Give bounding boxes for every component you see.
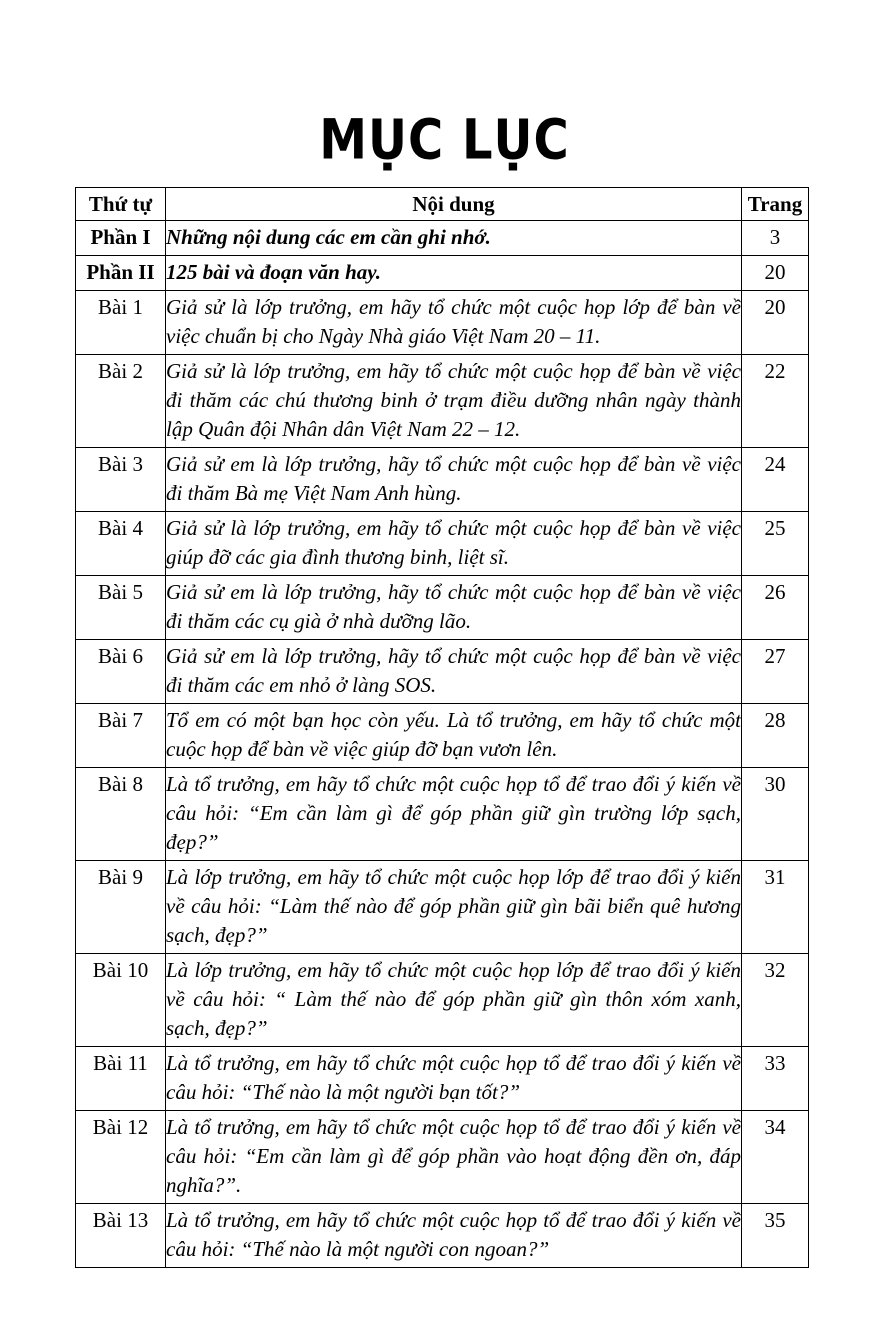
table-row[interactable] — [76, 1111, 809, 1204]
row-content: Giả sử em là lớp trưởng, hãy tổ chức một cuộc họp để bàn về việc đi thăm các cụ già ở nhà dưỡng lão. — [166, 576, 742, 640]
row-page: 25 — [742, 512, 809, 576]
table-row[interactable] — [76, 1204, 809, 1268]
table-row[interactable] — [76, 291, 809, 355]
table-row[interactable] — [76, 954, 809, 1047]
row-order: Bài 5 — [76, 576, 166, 640]
row-order: Bài 6 — [76, 640, 166, 704]
table-row[interactable] — [76, 256, 809, 291]
row-content: Giả sử em là lớp trưởng, hãy tổ chức một cuộc họp để bàn về việc đi thăm các em nhỏ ở làng SOS. — [166, 640, 742, 704]
row-content: Giả sử là lớp trưởng, em hãy tổ chức một cuộc họp để bàn về việc đi thăm các chú thương binh ở trạm điều dưỡng nhân ngày thành lập Quân đội Nhân dân Việt Nam 22 – 12. — [166, 355, 742, 448]
row-page: 31 — [742, 861, 809, 954]
header-content: Nội dung — [166, 188, 742, 221]
row-content: Là tổ trưởng, em hãy tổ chức một cuộc họp tổ để trao đổi ý kiến về câu hỏi: “Em cần làm gì để góp phần vào hoạt động đền ơn, đáp nghĩa?”. — [166, 1111, 742, 1204]
table-row[interactable] — [76, 1047, 809, 1111]
row-content: Giả sử là lớp trưởng, em hãy tổ chức một cuộc họp để bàn về việc giúp đỡ các gia đình thương binh, liệt sĩ. — [166, 512, 742, 576]
table-row[interactable] — [76, 768, 809, 861]
row-order: Bài 2 — [76, 355, 166, 448]
header-page: Trang — [742, 188, 809, 221]
row-order: Phần I — [76, 221, 166, 256]
row-content: Là tổ trưởng, em hãy tổ chức một cuộc họp tổ để trao đổi ý kiến về câu hỏi: “Thế nào là một người con ngoan?” — [166, 1204, 742, 1268]
row-content: Giả sử là lớp trưởng, em hãy tổ chức một cuộc họp lớp để bàn về việc chuẩn bị cho Ngày Nhà giáo Việt Nam 20 – 11. — [166, 291, 742, 355]
row-page: 20 — [742, 256, 809, 291]
table-row[interactable] — [76, 355, 809, 448]
row-content: Là tổ trưởng, em hãy tổ chức một cuộc họp tổ để trao đổi ý kiến về câu hỏi: “Em cần làm gì để góp phần giữ gìn trường lớp sạch, đẹp?” — [166, 768, 742, 861]
row-content: Là tổ trưởng, em hãy tổ chức một cuộc họp tổ để trao đổi ý kiến về câu hỏi: “Thế nào là một người bạn tốt?” — [166, 1047, 742, 1111]
row-order: Bài 7 — [76, 704, 166, 768]
row-page: 24 — [742, 448, 809, 512]
row-order: Bài 11 — [76, 1047, 166, 1111]
row-page: 34 — [742, 1111, 809, 1204]
row-page: 32 — [742, 954, 809, 1047]
table-row[interactable] — [76, 512, 809, 576]
table-row[interactable] — [76, 448, 809, 512]
row-content: Là lớp trưởng, em hãy tổ chức một cuộc họp lớp để trao đổi ý kiến về câu hỏi: “ Làm thế nào để góp phần giữ gìn thôn xóm xanh, sạch, đẹp?” — [166, 954, 742, 1047]
row-order: Bài 13 — [76, 1204, 166, 1268]
page-title: MỤC LỤC — [319, 107, 570, 173]
table-row[interactable] — [76, 861, 809, 954]
row-order: Bài 3 — [76, 448, 166, 512]
row-page: 33 — [742, 1047, 809, 1111]
row-content: 125 bài và đoạn văn hay. — [166, 256, 742, 291]
row-page: 28 — [742, 704, 809, 768]
row-order: Phần II — [76, 256, 166, 291]
table-of-contents — [75, 187, 809, 1268]
row-page: 30 — [742, 768, 809, 861]
row-content: Giả sử em là lớp trưởng, hãy tổ chức một cuộc họp để bàn về việc đi thăm Bà mẹ Việt Nam Anh hùng. — [166, 448, 742, 512]
row-order: Bài 9 — [76, 861, 166, 954]
row-page: 3 — [742, 221, 809, 256]
row-order: Bài 8 — [76, 768, 166, 861]
table-header-row — [76, 188, 809, 221]
table-row[interactable] — [76, 640, 809, 704]
row-page: 22 — [742, 355, 809, 448]
table-row[interactable] — [76, 576, 809, 640]
row-order: Bài 1 — [76, 291, 166, 355]
table-row[interactable] — [76, 704, 809, 768]
row-page: 35 — [742, 1204, 809, 1268]
table-row[interactable] — [76, 221, 809, 256]
row-page: 27 — [742, 640, 809, 704]
header-order: Thứ tự — [76, 188, 166, 221]
row-order: Bài 4 — [76, 512, 166, 576]
row-content: Tổ em có một bạn học còn yếu. Là tổ trưởng, em hãy tổ chức một cuộc họp để bàn về việc giúp đỡ bạn vươn lên. — [166, 704, 742, 768]
row-order: Bài 12 — [76, 1111, 166, 1204]
row-page: 26 — [742, 576, 809, 640]
row-content: Những nội dung các em cần ghi nhớ. — [166, 221, 742, 256]
row-page: 20 — [742, 291, 809, 355]
row-order: Bài 10 — [76, 954, 166, 1047]
row-content: Là lớp trưởng, em hãy tổ chức một cuộc họp lớp để trao đổi ý kiến về câu hỏi: “Làm thế nào để góp phần giữ gìn bãi biển quê hương sạch, đẹp?” — [166, 861, 742, 954]
